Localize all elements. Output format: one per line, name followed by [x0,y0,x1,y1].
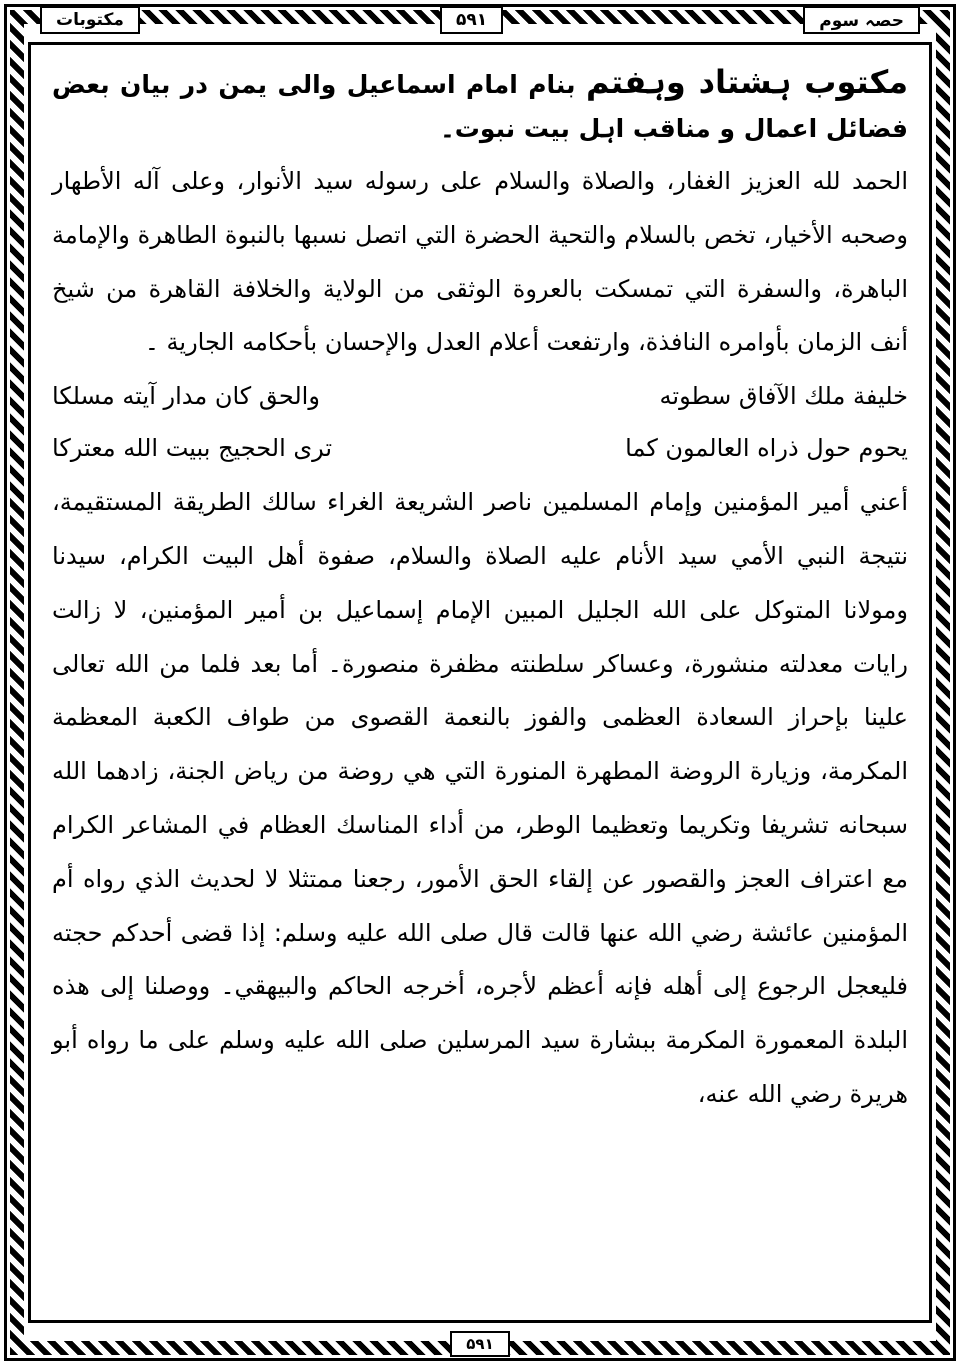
verse-1-second-hemistich: والحق كان مدار آيته مسلكا [52,382,320,411]
letter-title-rest: بنام امام اسماعیل والی یمن در بیان بعض فضائل اعمال و مناقب اہل بیت نبوت۔ [52,70,908,143]
verse-1-first-hemistich: خليفة ملك الآفاق سطوته [659,382,908,411]
page-header [40,2,920,38]
header-right-label: حصہ سوم [803,6,920,34]
letter-content [52,60,908,1305]
letter-title [52,60,908,151]
paragraph-main: أعني أمير المؤمنين وإمام المسلمين ناصر الشريعة الغراء سالك الطريقة المستقيمة، نتيجة النبي الأمي سيد الأنام عليه الصلاة والسلام، صفوة أهل البيت الكرام، سيدنا ومولانا المتوكل على الله الجليل المبين الإمام إسماعيل بن أمير المؤمنين، لا زالت رايات معدلته منشورة، وعساكر سلطنته مظفرة منصورة۔ أما بعد فلما من الله تعالى علينا بإحراز السعادة العظمى والفوز بالنعمة القصوى من طواف الكعبة المعظمة المكرمة، وزيارة الروضة المطهرة المنورة التي هي روضة من رياض الجنة، زادهما الله سبحانه تشريفا وتكريما وتعظيما الوطر، من أداء المناسك العظام في المشاعر الكرام مع اعتراف العجز والقصور عن إلقاء الحق الأمور، رجعنا ممتثلا لا لحديث الذي رواه أم المؤمنين عائشة رضي الله عنها قالت قال صلى الله عليه وسلم: إذا قضى أحدكم حجته فليعجل الرجوع إلى أهله فإنه أعظم لأجره، أخرجه الحاكم والبيهقي۔ ووصلنا إلى هذه البلدة المعمورة المكرمة ببشارة سيد المرسلين صلى الله عليه وسلم على ما رواه أبو هريرة رضي الله عنه، [52,488,908,1108]
verse-2-second-hemistich: ترى الحجيج ببيت الله معتركا [52,434,333,463]
verse-block [52,370,908,474]
letter-title-lead: مکتوب ہشتاد وہفتم [585,63,908,101]
page-footer [0,1329,960,1359]
paragraph-opening: الحمد لله العزيز الغفار، والصلاة والسلام على رسوله سيد الأنوار، وعلى آله الأطهار وصحبه الأخيار، تخص بالسلام والتحية الحضرة التي اتصل نسبها بالنبوة الطاهرة والإمامة الباهرة، والسفرة التي تمسكت بالعروة الوثقى من الولاية والخلافة القاهرة من شيخ أنف الزمان بأوامره النافذة، وارتفعت أعلام العدل والإحسان بأحكامه الجارية ۔ [52,167,908,357]
footer-page-number: ۵۹۱ [450,1331,509,1357]
header-left-label: مکتوبات [40,6,140,34]
verse-2-first-hemistich: يحوم حول ذراه العالمون كما [625,434,908,463]
header-page-number: ۵۹۱ [440,6,503,34]
